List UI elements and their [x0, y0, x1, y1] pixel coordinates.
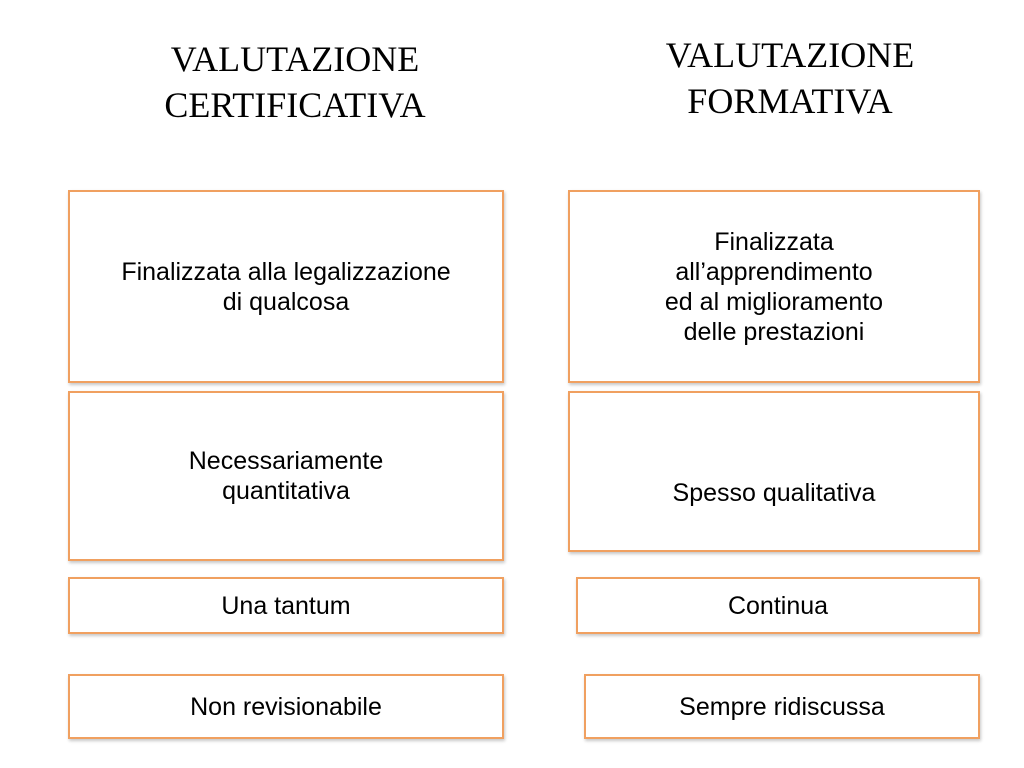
box-certificativa-frequency: [68, 577, 504, 634]
box-certificativa-revision: [68, 674, 504, 739]
box-text-line: Non revisionabile: [190, 692, 382, 721]
box-text-line: di qualcosa: [222, 287, 350, 316]
heading-formativa-line-1: VALUTAZIONE: [665, 35, 915, 75]
box-text-line: delle prestazioni: [683, 317, 865, 346]
box-formativa-revision: [584, 674, 980, 739]
heading-certificativa-line-1: VALUTAZIONE: [170, 39, 420, 79]
box-text-line: quantitativa: [222, 477, 350, 505]
heading-certificativa-line-2: CERTIFICATIVA: [164, 85, 426, 125]
box-text-line: Finalizzata alla legalizzazione: [121, 257, 451, 286]
heading-certificativa: [95, 36, 495, 128]
box-text-line: Necessariamente: [188, 447, 384, 475]
box-certificativa-nature: [68, 391, 504, 561]
box-text-line: Sempre ridiscussa: [679, 692, 885, 721]
heading-formativa: [590, 32, 990, 124]
box-text-line: Finalizzata: [714, 227, 834, 256]
heading-formativa-line-2: FORMATIVA: [687, 81, 893, 121]
box-text-line: all’apprendimento: [675, 257, 873, 286]
box-text-line: Spesso qualitativa: [672, 479, 876, 507]
box-text-line: Continua: [727, 591, 829, 620]
box-formativa-frequency: [576, 577, 980, 634]
box-text-line: Una tantum: [221, 591, 351, 620]
box-formativa-nature: [568, 391, 980, 552]
box-certificativa-purpose: [68, 190, 504, 383]
box-text-line: ed al miglioramento: [664, 287, 884, 316]
box-formativa-purpose: [568, 190, 980, 383]
